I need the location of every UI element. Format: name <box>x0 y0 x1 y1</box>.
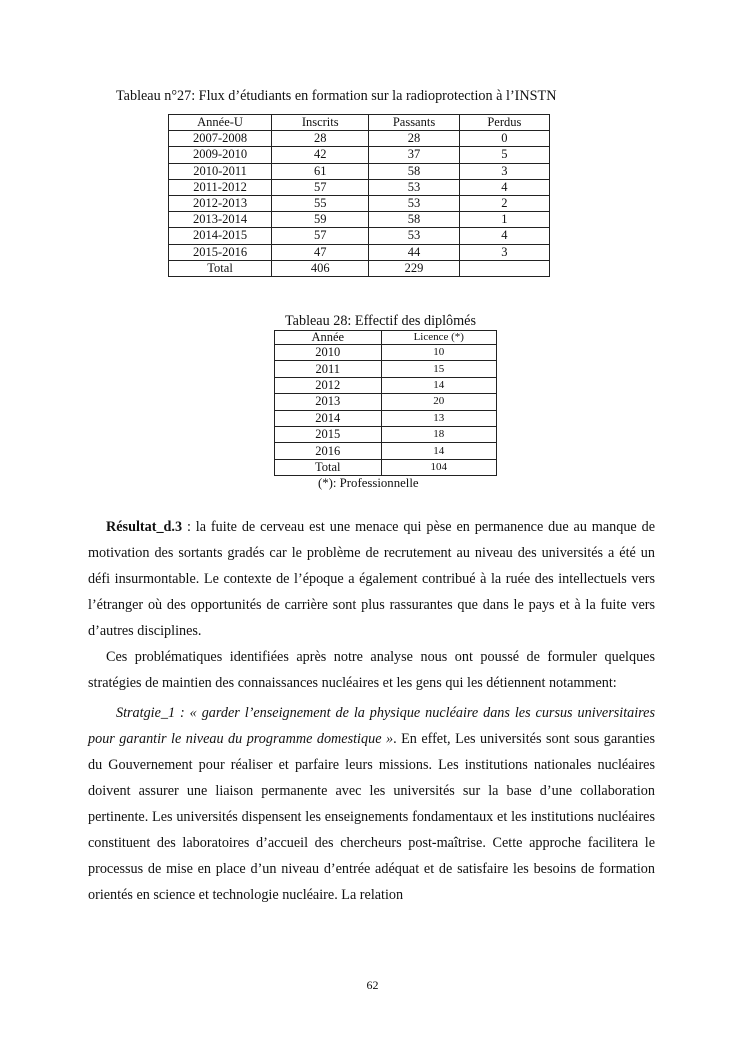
table-header-row <box>275 331 497 345</box>
strategie-quote: Stratgie_1 : « garder l’enseignement de la physique nucléaire dans les cursus universitaires pour garantir le niveau du programme domestique » <box>88 705 655 747</box>
table-row <box>169 163 550 179</box>
table-cell: 229 <box>369 260 459 276</box>
header-annee-u: Année-U <box>169 115 272 131</box>
table-cell <box>459 260 549 276</box>
table-cell: 2011-2012 <box>169 179 272 195</box>
table-27 <box>168 114 550 277</box>
table-cell: 14 <box>381 377 496 393</box>
table-row <box>275 394 497 410</box>
table-cell: 104 <box>381 459 496 475</box>
table-cell: 4 <box>459 179 549 195</box>
table-cell: 53 <box>369 179 459 195</box>
table-header-row <box>169 115 550 131</box>
table-cell: 53 <box>369 228 459 244</box>
table-total-row <box>275 459 497 475</box>
table-cell: 1 <box>459 212 549 228</box>
table-cell: 2012 <box>275 377 382 393</box>
table-cell: 57 <box>272 228 369 244</box>
table-cell: 10 <box>381 345 496 361</box>
table-cell: 55 <box>272 195 369 211</box>
table-row <box>169 212 550 228</box>
table-cell: 2014-2015 <box>169 228 272 244</box>
table-cell: 59 <box>272 212 369 228</box>
paragraph-resultat <box>88 514 655 644</box>
table-cell: 2013 <box>275 394 382 410</box>
table-row <box>169 147 550 163</box>
table-cell: 2015 <box>275 426 382 442</box>
table-cell: 0 <box>459 131 549 147</box>
header-passants: Passants <box>369 115 459 131</box>
table-row <box>275 361 497 377</box>
table-row <box>169 228 550 244</box>
table-cell: 57 <box>272 179 369 195</box>
table-28-caption: Tableau 28: Effectif des diplômés <box>285 313 477 329</box>
table-cell: 14 <box>381 443 496 459</box>
table-row <box>275 377 497 393</box>
table-28 <box>274 330 497 476</box>
table-cell: 2015-2016 <box>169 244 272 260</box>
table-cell: 2009-2010 <box>169 147 272 163</box>
header-annee: Année <box>275 331 382 345</box>
table-cell: 58 <box>369 212 459 228</box>
table-cell: Total <box>275 459 382 475</box>
table-row <box>275 410 497 426</box>
table-total-row <box>169 260 550 276</box>
table-row <box>275 443 497 459</box>
resultat-label: Résultat_d.3 <box>106 519 183 535</box>
table-cell: 20 <box>381 394 496 410</box>
body-text <box>88 514 655 908</box>
table-cell: 28 <box>369 131 459 147</box>
paragraph-text: . En effet, Les universités sont sous garanties du Gouvernement pour réaliser et parfaire leurs missions. Les institutions nationales nucléaires doivent assurer une liaison permanente avec les universités sur la base d’une collaboration pertinente. Les universités dispensent les enseignements fondamentaux et les institutions nucléaires constituent des laboratoires d’accueil des chercheurs post-maîtrise. Cette approche facilitera le processus de mise en place d’un niveau d’entrée adéquat et de satisfaire les besoins de formation orientés en science et technologie nucléaire. La relation <box>88 731 655 903</box>
table-row <box>169 195 550 211</box>
table-cell: 15 <box>381 361 496 377</box>
table-cell: 2012-2013 <box>169 195 272 211</box>
table-cell: 61 <box>272 163 369 179</box>
header-inscrits: Inscrits <box>272 115 369 131</box>
table-cell: 13 <box>381 410 496 426</box>
paragraph-problematiques: Ces problématiques identifiées après notre analyse nous ont poussé de formuler quelques stratégies de maintien des connaissances nucléaires et les gens qui les détiennent notamment: <box>88 649 655 691</box>
table-cell: 2014 <box>275 410 382 426</box>
table-cell: 2 <box>459 195 549 211</box>
table-cell: 5 <box>459 147 549 163</box>
table-cell: 3 <box>459 163 549 179</box>
table-cell: 37 <box>369 147 459 163</box>
table-row <box>169 244 550 260</box>
paragraph-strategie <box>88 700 655 908</box>
table-cell: 406 <box>272 260 369 276</box>
paragraph-text: : la fuite de cerveau est une menace qui pèse en permanence due au manque de motivation des sortants gradés car le problème de recrutement au niveau des universités a été un défi insurmontable. Le contexte de l’époque a également contribué à la ruée des intellectuels vers l’étranger où des opportunités de carrière sont plus rassurantes que dans le pays et à la fuite vers d’autres disciplines. <box>88 519 655 639</box>
table-cell: 3 <box>459 244 549 260</box>
table-cell: 2010 <box>275 345 382 361</box>
table-row <box>169 179 550 195</box>
table-cell: 53 <box>369 195 459 211</box>
table-row <box>169 131 550 147</box>
table-cell: 28 <box>272 131 369 147</box>
table-cell: Total <box>169 260 272 276</box>
page-number: 62 <box>366 978 379 992</box>
table-cell: 42 <box>272 147 369 163</box>
table-cell: 18 <box>381 426 496 442</box>
table-28-note: (*): Professionnelle <box>318 476 419 490</box>
table-cell: 44 <box>369 244 459 260</box>
header-licence: Licence (*) <box>381 331 496 345</box>
table-cell: 2016 <box>275 443 382 459</box>
table-27-caption: Tableau n°27: Flux d’étudiants en formation sur la radioprotection à l’INSTN <box>116 88 557 104</box>
table-cell: 2007-2008 <box>169 131 272 147</box>
table-cell: 2010-2011 <box>169 163 272 179</box>
table-cell: 4 <box>459 228 549 244</box>
table-cell: 2013-2014 <box>169 212 272 228</box>
table-cell: 58 <box>369 163 459 179</box>
table-row <box>275 345 497 361</box>
table-cell: 47 <box>272 244 369 260</box>
table-row <box>275 426 497 442</box>
header-perdus: Perdus <box>459 115 549 131</box>
table-cell: 2011 <box>275 361 382 377</box>
